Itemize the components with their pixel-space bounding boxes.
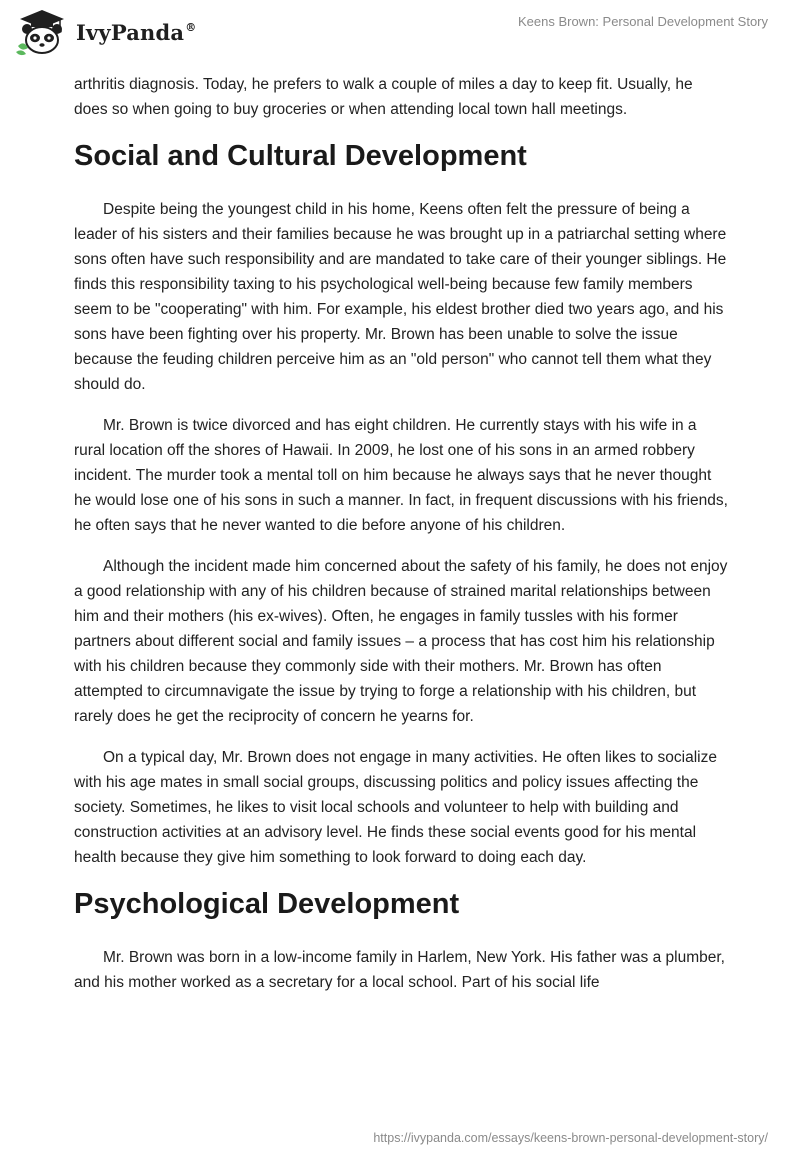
section-heading-psychological: Psychological Development — [74, 888, 460, 920]
source-url[interactable]: https://ivypanda.com/essays/keens-brown-personal-development-story/ — [373, 1131, 768, 1145]
paragraph: Mr. Brown was born in a low-income family in Harlem, New York. His father was a plumber, and his mother worked as a secretary for a local school. Part of his social life — [74, 949, 725, 991]
paragraph: Despite being the youngest child in his home, Keens often felt the pressure of being a leader of his sisters and their families because he was brought up in a patriarchal setting where sons often have such responsibility and are mandated to take care of their younger siblings. He finds this responsibility taxing to his psychological well-being because few family members seem to be "cooperating" with him. For example, his eldest brother died two years ago, and his sons have been fighting over his property. Mr. Brown has been unable to solve the issue because the feuding children perceive him as an "old person" who cannot tell them what they should do. — [74, 201, 727, 393]
brand-name: IvyPanda® — [76, 19, 197, 45]
page-header — [0, 0, 800, 64]
panda-graduate-icon — [14, 8, 70, 56]
ivypanda-logo[interactable] — [14, 8, 196, 56]
continued-paragraph: arthritis diagnosis. Today, he prefers to walk a couple of miles a day to keep fit. Usually, he does so when going to buy groceries or when attending local town hall meetings. — [74, 76, 693, 118]
paragraph: Mr. Brown is twice divorced and has eight children. He currently stays with his wife in a rural location off the shores of Hawaii. In 2009, he lost one of his sons in an armed robbery incident. The murder took a mental toll on him because he always says that he never thought he would lose one of his sons in such a manner. In fact, in frequent discussions with his friends, he often says that he never wanted to die before anyone of his children. — [74, 417, 728, 534]
paragraph: On a typical day, Mr. Brown does not engage in many activities. He often likes to socialize with his age mates in small social groups, discussing politics and policy issues affecting the society. Sometimes, he likes to visit local schools and volunteer to help with building and construction activities at an advisory level. He finds these social events good for his mental health because they give him something to look forward to doing each day. — [74, 749, 717, 866]
section-heading-social: Social and Cultural Development — [74, 140, 527, 172]
essay-content — [74, 72, 728, 1011]
document-title: Keens Brown: Personal Development Story — [517, 14, 768, 29]
paragraph: Although the incident made him concerned about the safety of his family, he does not enjoy a good relationship with any of his children because of strained marital relationships between him and their mothers (his ex-wives). Often, he engages in family tussles with his former partners about different social and family issues – a process that has cost him his relationship with his children because they commonly side with their mothers. Mr. Brown has often attempted to circumnavigate the issue by trying to forge a relationship with his children, but rarely does he get the reciprocity of concern he yearns for. — [74, 558, 728, 725]
